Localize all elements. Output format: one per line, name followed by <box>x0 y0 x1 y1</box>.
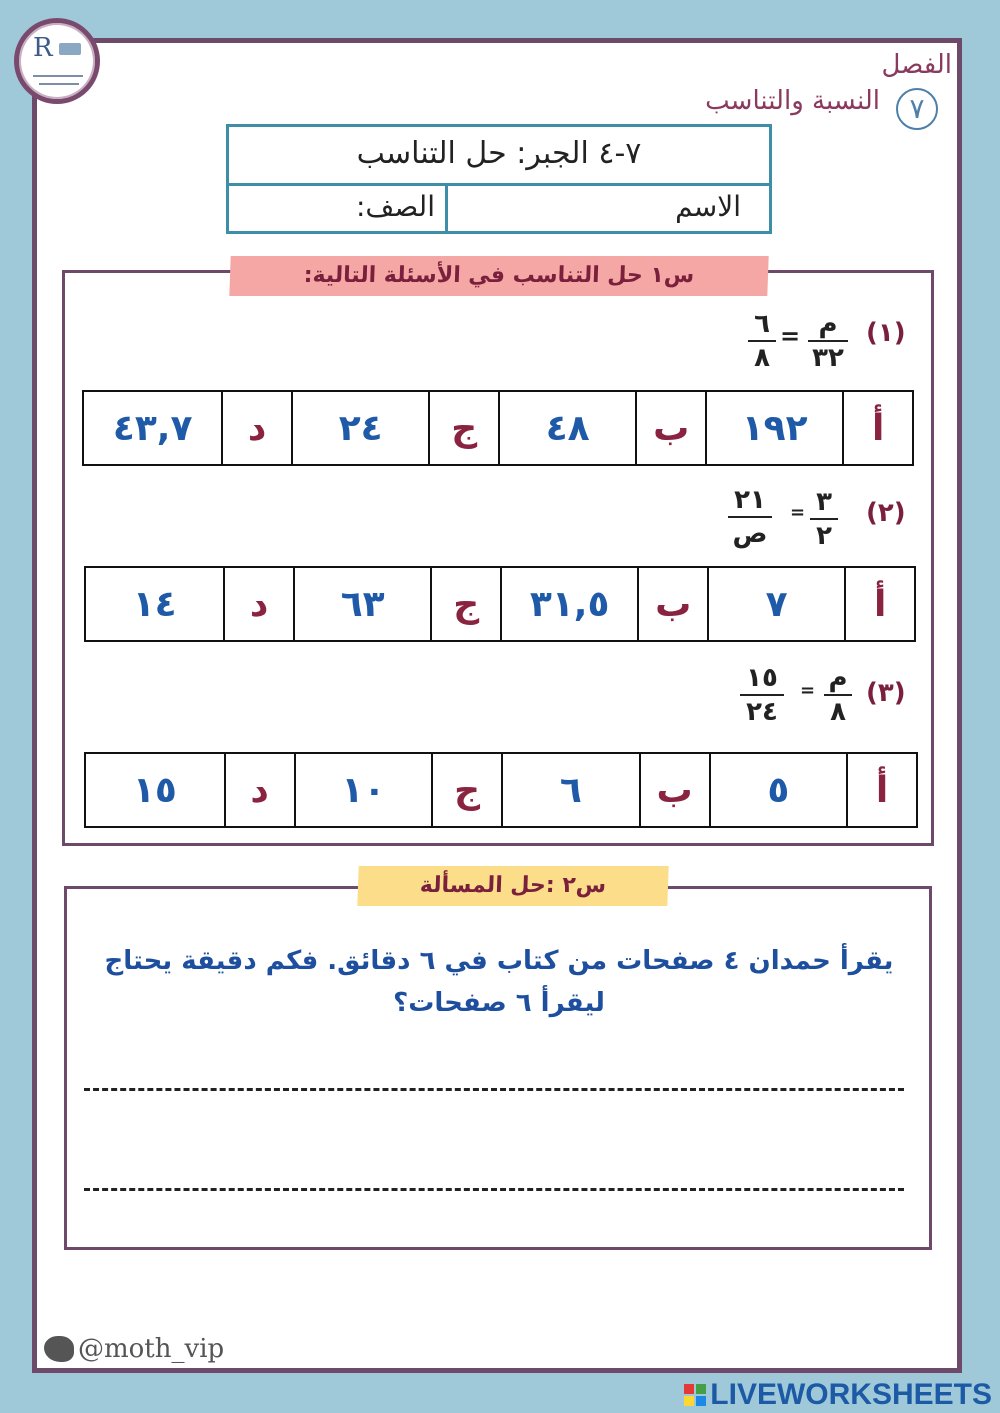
unit-title: النسبة والتناسب <box>705 86 880 116</box>
equals-sign: = <box>790 502 806 523</box>
answer-options-3 <box>84 752 918 828</box>
answer-options-2 <box>84 566 916 642</box>
fraction-left: م ٨ <box>824 664 852 726</box>
class-field[interactable]: الصف: <box>355 190 435 223</box>
lesson-title: ٧-٤ الجبر: حل التناسب <box>229 127 769 186</box>
option-letter-a: أ <box>844 568 914 640</box>
option-letter-b: ب <box>639 754 709 826</box>
option-value-c[interactable]: ٢٤ <box>291 392 428 464</box>
option-value-b[interactable]: ٤٨ <box>498 392 635 464</box>
equals-sign: = <box>780 322 801 350</box>
brand-text: LIVEWORKSHEETS <box>710 1378 992 1411</box>
option-value-c[interactable]: ١٠ <box>294 754 432 826</box>
fraction-right: ٦ ٨ <box>748 310 776 372</box>
option-value-d[interactable]: ١٤ <box>132 583 177 625</box>
fraction-left: م ٣٢ <box>808 310 848 372</box>
question-number: (١) <box>866 318 906 348</box>
question-number: (٢) <box>866 498 906 528</box>
twitter-credit <box>44 1334 224 1364</box>
option-value-b[interactable]: ٣١,٥ <box>500 568 637 640</box>
lesson-header-table <box>226 124 772 234</box>
option-letter-c: ج <box>431 754 501 826</box>
option-value-a[interactable]: ١٩٢ <box>705 392 842 464</box>
fraction-right: ٢١ ص <box>728 486 772 548</box>
option-value-b[interactable]: ٦ <box>501 754 639 826</box>
option-value-a[interactable]: ٥ <box>709 754 847 826</box>
option-letter-a: أ <box>846 754 916 826</box>
option-value-a[interactable]: ٧ <box>707 568 844 640</box>
option-letter-b: ب <box>635 392 705 464</box>
school-logo: R <box>14 18 100 104</box>
name-field[interactable]: الاسم <box>445 183 769 231</box>
fraction-left: ٣ ٢ <box>810 488 838 550</box>
option-letter-d: د <box>224 754 294 826</box>
option-letter-d: د <box>221 392 291 464</box>
option-value-d[interactable]: ٤٣,٧ <box>112 407 193 449</box>
fraction-right: ١٥ ٢٤ <box>740 664 784 726</box>
option-letter-c: ج <box>428 392 498 464</box>
twitter-handle: @moth_vip <box>78 1334 225 1364</box>
section2-title: س٢ :حل المسألة <box>357 866 668 906</box>
word-problem: يقرأ حمدان ٤ صفحات من كتاب في ٦ دقائق. فكم دقيقة يحتاج ليقرأ ٦ صفحات؟ <box>104 946 894 1018</box>
option-letter-d: د <box>223 568 293 640</box>
option-value-d[interactable]: ١٥ <box>132 769 177 811</box>
option-letter-a: أ <box>842 392 912 464</box>
answer-line[interactable] <box>84 1088 904 1091</box>
twitter-bird-icon <box>44 1336 74 1362</box>
option-value-c[interactable]: ٦٣ <box>293 568 430 640</box>
books-icon <box>59 43 81 55</box>
question-number: (٣) <box>866 678 906 708</box>
equals-sign: = <box>800 680 816 701</box>
liveworksheets-logo[interactable] <box>684 1378 992 1412</box>
answer-options-1 <box>82 390 914 466</box>
chapter-label: الفصل <box>881 50 952 80</box>
answer-line[interactable] <box>84 1188 904 1191</box>
option-letter-c: ج <box>430 568 500 640</box>
chapter-number: ٧ <box>896 88 938 130</box>
option-letter-b: ب <box>637 568 707 640</box>
liveworksheets-icon <box>684 1384 706 1406</box>
section1-title: س١ حل التناسب في الأسئلة التالية: <box>229 256 768 296</box>
